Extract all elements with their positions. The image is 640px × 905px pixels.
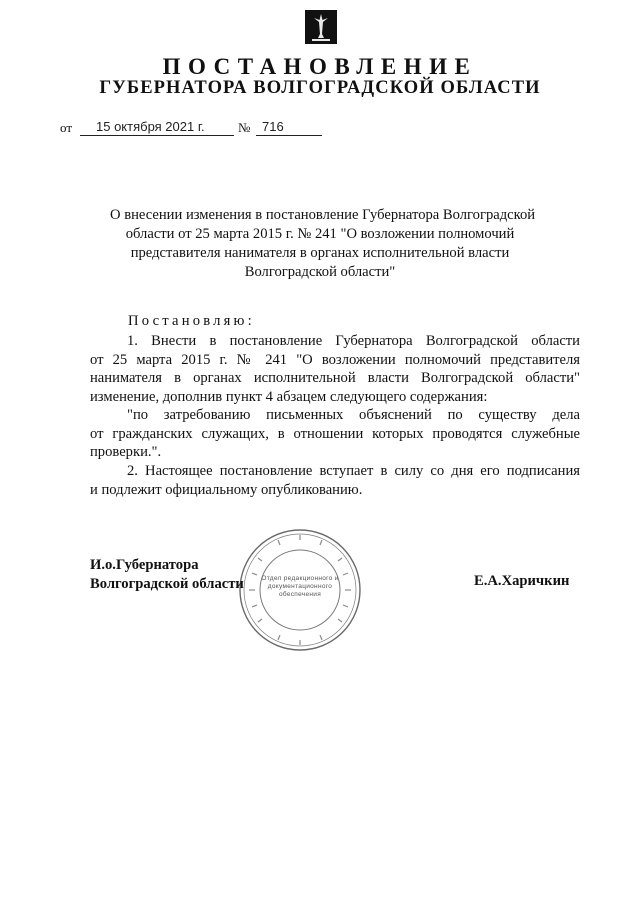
date-label: от [60,120,73,135]
coat-of-arms-icon [305,10,337,44]
signatory-title-line: И.о.Губернатора [90,557,199,573]
paragraph-3 [90,462,580,499]
text-line: проверки.". [90,444,162,460]
text-line: 2. Настоящее постановление вступает в силу со дня его подписания [127,463,580,479]
resolve-heading: Постановляю: [128,313,255,329]
signatory-title [90,556,244,594]
text-line: нанимателя в органах исполнительной власти Волгоградской области" [90,370,580,386]
document-subject [110,206,536,282]
number-underline [256,135,322,136]
subject-line: области от 25 марта 2015 г. № 241 "О возложении полномочий [125,226,515,242]
text-line: и подлежит официальному опубликованию. [90,481,363,498]
text-line: от гражданских служащих, в отношении которых проводятся служебные [90,425,580,442]
stamp-text: Отдел редакционного и документационного обеспечения [261,575,339,598]
date-underline [80,135,234,136]
signatory-title-line: Волгоградской области [90,576,244,592]
document-subtitle: ГУБЕРНАТОРА ВОЛГОГРАДСКОЙ ОБЛАСТИ [99,78,541,98]
date-value: 15 октября 2021 г. [96,119,205,134]
paragraph-1 [90,332,580,406]
subject-line: представителя нанимателя в органах исполнительной власти [130,245,510,261]
text-line: "по затребованию письменных объяснений по существу дела [127,407,580,423]
number-value: 716 [262,119,284,134]
paragraph-2 [90,406,580,462]
subject-line: Волгоградской области" [244,264,396,280]
document-title: ПОСТАНОВЛЕНИЕ [162,54,478,79]
signatory-name: Е.А.Харичкин [474,573,570,589]
text-line: от 25 марта 2015 г. № 241 "О возложении полномочий представителя [90,351,580,368]
number-label: № [238,120,251,135]
text-line: 1. Внести в постановление Губернатора Волгоградской области [127,333,580,349]
subject-line: О внесении изменения в постановление Губернатора Волгоградской [110,207,536,223]
text-line: изменение, дополнив пункт 4 абзацем следующего содержания: [90,388,488,405]
